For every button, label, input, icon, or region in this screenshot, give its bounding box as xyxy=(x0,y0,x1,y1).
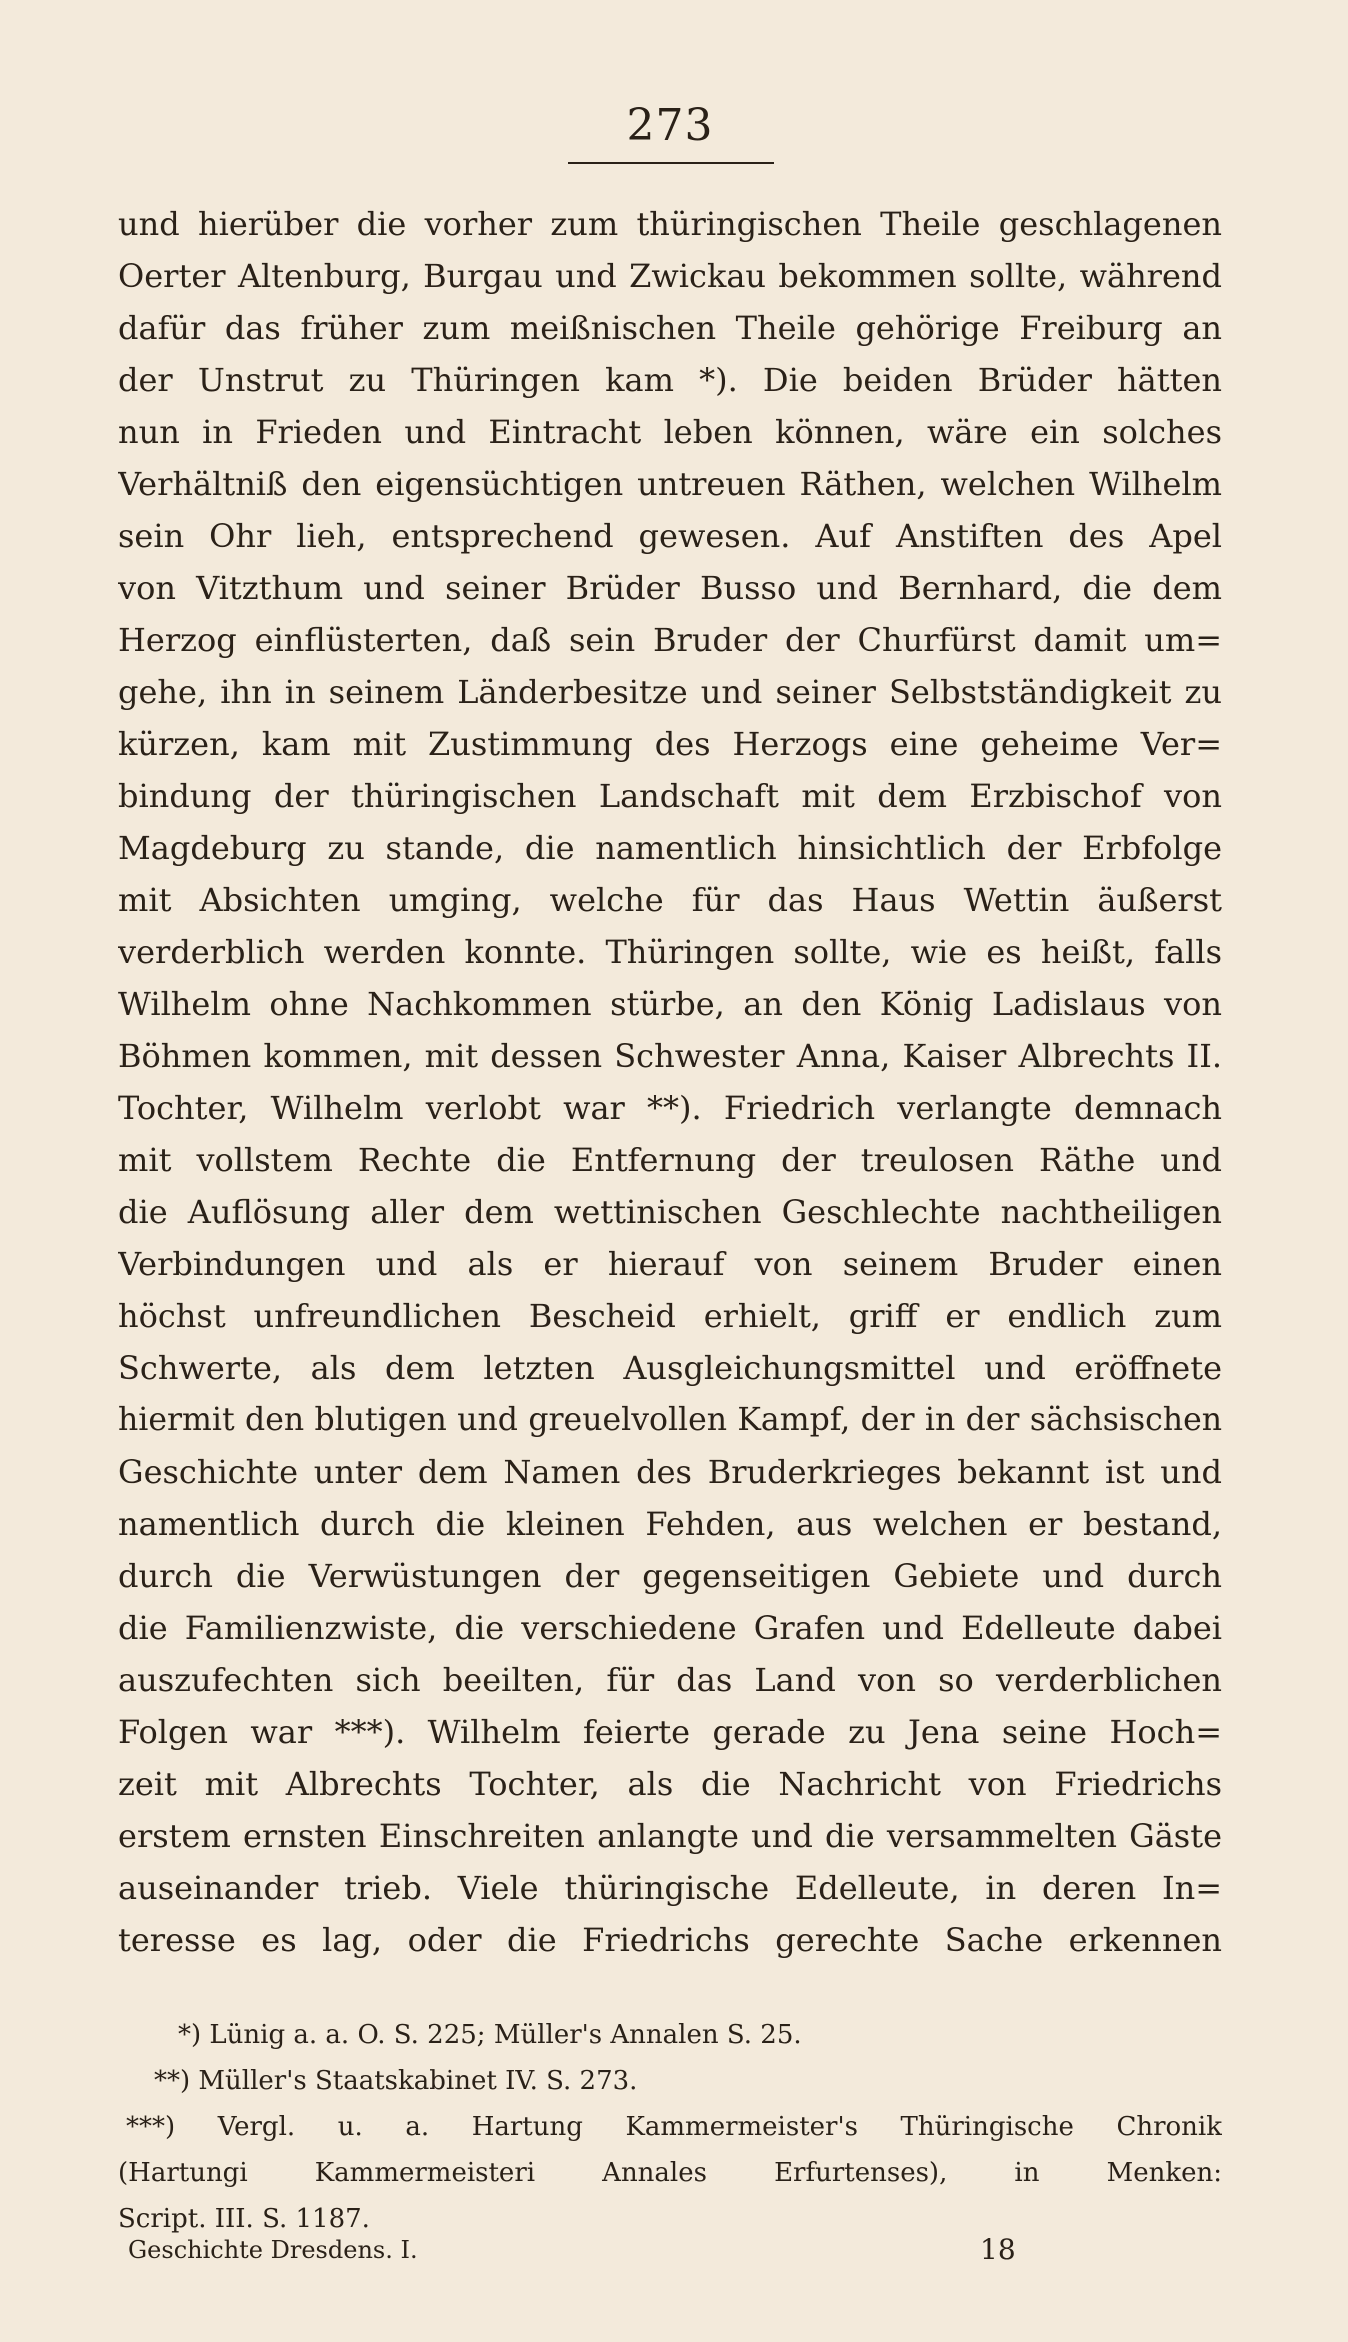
text-line: die Familienzwiste, die verschiedene Grafen und Edelleute dabei xyxy=(118,1609,1222,1647)
footnote-2: **) Müller's Staatskabinet IV. S. 273. xyxy=(154,2066,638,2096)
footnotes xyxy=(118,2012,1222,2242)
text-line: Tochter, Wilhelm verlobt war **). Friedrich verlangte demnach xyxy=(118,1089,1222,1127)
text-line: Wilhelm ohne Nachkommen stürbe, an den König Ladislaus von xyxy=(118,985,1222,1023)
text-line: auseinander trieb. Viele thüringische Edelleute, in deren In= xyxy=(118,1869,1222,1907)
signature-line: Geschichte Dresdens. I. xyxy=(128,2236,418,2264)
text-line: Oerter Altenburg, Burgau und Zwickau bekommen sollte, während xyxy=(118,257,1222,295)
text-line: erstem ernsten Einschreiten anlangte und die versammelten Gäste xyxy=(118,1817,1222,1855)
text-line: der Unstrut zu Thüringen kam *). Die beiden Brüder hätten xyxy=(118,361,1222,399)
page-number-rule xyxy=(568,162,774,164)
text-line: zeit mit Albrechts Tochter, als die Nachricht von Friedrichs xyxy=(118,1765,1222,1803)
text-line: Verbindungen und als er hierauf von seinem Bruder einen xyxy=(118,1245,1222,1283)
text-line: Verhältniß den eigensüchtigen untreuen Räthen, welchen Wilhelm xyxy=(118,465,1222,503)
page-footer xyxy=(118,2230,1222,2270)
footnote-3: ***) Vergl. u. a. Hartung Kammermeister's Thüringische Chronik xyxy=(126,2112,1222,2142)
page-number: 273 xyxy=(626,100,714,151)
text-line: von Vitzthum und seiner Brüder Busso und Bernhard, die dem xyxy=(118,569,1222,607)
text-line: dafür das früher zum meißnischen Theile gehörige Freiburg an xyxy=(118,309,1222,347)
text-line: mit vollstem Rechte die Entfernung der treulosen Räthe und xyxy=(118,1141,1222,1179)
text-line: sein Ohr lieh, entsprechend gewesen. Auf Anstiften des Apel xyxy=(118,517,1222,555)
footnote-3-continued: Script. III. S. 1187. xyxy=(118,2204,370,2234)
text-line: verderblich werden konnte. Thüringen sollte, wie es heißt, falls xyxy=(118,933,1222,971)
text-line: kürzen, kam mit Zustimmung des Herzogs eine geheime Ver= xyxy=(118,725,1222,763)
text-line: Folgen war ***). Wilhelm feierte gerade zu Jena seine Hoch= xyxy=(118,1713,1222,1751)
text-line: Magdeburg zu stande, die namentlich hinsichtlich der Erbfolge xyxy=(118,829,1222,867)
text-line: durch die Verwüstungen der gegenseitigen Gebiete und durch xyxy=(118,1557,1222,1595)
text-line: auszufechten sich beeilten, für das Land von so verderblichen xyxy=(118,1661,1222,1699)
text-line: nun in Frieden und Eintracht leben können, wäre ein solches xyxy=(118,413,1222,451)
text-line: und hierüber die vorher zum thüringischen Theile geschlagenen xyxy=(118,205,1222,243)
text-line: die Auflösung aller dem wettinischen Geschlechte nachtheiligen xyxy=(118,1193,1222,1231)
text-line: höchst unfreundlichen Bescheid erhielt, griff er endlich zum xyxy=(118,1297,1222,1335)
text-line: Herzog einflüsterten, daß sein Bruder der Churfürst damit um= xyxy=(118,621,1222,659)
text-line: Schwerte, als dem letzten Ausgleichungsmittel und eröffnete xyxy=(118,1349,1222,1387)
text-line: gehe, ihn in seinem Länderbesitze und seiner Selbstständigkeit zu xyxy=(118,673,1222,711)
text-line: Geschichte unter dem Namen des Bruderkrieges bekannt ist und xyxy=(118,1453,1222,1491)
text-line: teresse es lag, oder die Friedrichs gerechte Sache erkennen xyxy=(118,1921,1222,1959)
text-line: Böhmen kommen, mit dessen Schwester Anna, Kaiser Albrechts II. xyxy=(118,1037,1222,1075)
footnote-1: *) Lünig a. a. O. S. 225; Müller's Annalen S. 25. xyxy=(178,2020,802,2050)
footnote-3-continued: (Hartungi Kammermeisteri Annales Erfurtenses), in Menken: xyxy=(118,2158,1222,2188)
text-line: hiermit den blutigen und greuelvollen Kampf, der in der sächsischen xyxy=(118,1402,1222,1438)
sheet-number: 18 xyxy=(980,2233,1016,2266)
text-line: namentlich durch die kleinen Fehden, aus welchen er bestand, xyxy=(118,1505,1222,1543)
text-line: mit Absichten umging, welche für das Haus Wettin äußerst xyxy=(118,881,1222,919)
text-line: bindung der thüringischen Landschaft mit dem Erzbischof von xyxy=(118,777,1222,815)
body-text xyxy=(118,198,1222,1966)
